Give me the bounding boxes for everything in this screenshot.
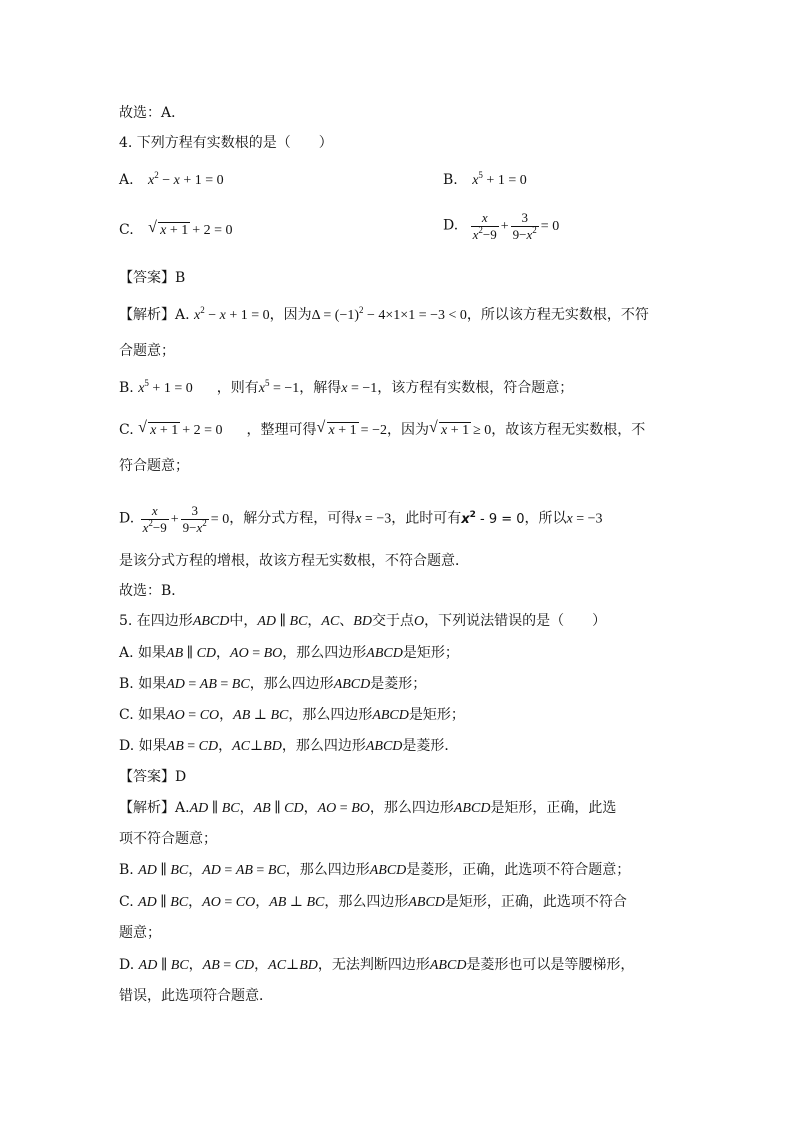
text: ， xyxy=(188,894,203,910)
quad-name: ABCD xyxy=(453,801,491,816)
text: B. 如果 xyxy=(119,676,167,692)
q5-explanation-c-cont: 题意； xyxy=(119,925,161,941)
explanation-tag: C. xyxy=(119,422,134,438)
q4-option-a xyxy=(119,170,224,191)
text: ， xyxy=(239,800,254,816)
q4-explanation-a-cont: 合题意； xyxy=(119,343,175,359)
q5-answer: 【答案】D xyxy=(119,769,187,785)
text: ， xyxy=(255,894,270,910)
text: 是菱形，正确，此选项不符合题意； xyxy=(406,862,631,878)
text: ，解得 xyxy=(299,380,342,396)
q4-option-d xyxy=(443,210,559,243)
q5-explanation-a-cont: 项不符合题意； xyxy=(119,831,217,847)
text: ，故该方程无实数根，不 xyxy=(491,422,646,438)
quad-name: ABCD xyxy=(366,646,403,661)
text: D. 如果 xyxy=(119,738,167,754)
equation-c: √ x + 1 + 2 = 0 xyxy=(148,219,233,238)
text: ，此时可有 xyxy=(391,510,462,527)
text: 是菱形． xyxy=(402,738,459,754)
explanation-tag: B. xyxy=(119,380,134,396)
text: 中， xyxy=(229,613,258,629)
q4-option-c xyxy=(119,220,233,241)
text: C. 如果 xyxy=(119,707,167,723)
q5-explanation-d-cont: 错误，此选项符合题意． xyxy=(119,988,273,1004)
segment: AC xyxy=(321,614,340,629)
q5-option-a xyxy=(119,643,459,664)
x2-minus-9: $x^2 - 9 = 0$ xyxy=(461,509,525,527)
text: ，整理可得 xyxy=(246,422,317,438)
text: ，则有 xyxy=(216,380,259,396)
text: ，那么四边形 xyxy=(282,645,367,661)
q4-final-answer: 故选：B． xyxy=(119,583,186,599)
q5-option-c xyxy=(119,705,465,726)
explanation-tag: 【解析】A. xyxy=(119,307,190,323)
text: ，那么四边形 xyxy=(324,894,409,910)
equation-c-inline: √ x + 1 + 2 = 0 xyxy=(138,419,223,438)
text: A. 如果 xyxy=(119,645,167,661)
x5-value: $x^5 = -1$ xyxy=(258,378,300,396)
relation: AD ∥ BC xyxy=(138,958,189,973)
q5-explanation-d: D. AD ∥ BC，AB = CD，AC⊥BD，无法判断四边形ABCD是菱形也可以是等腰梯形， xyxy=(119,957,635,973)
relation: AC⊥BD xyxy=(232,739,282,754)
equation-d: $\frac{x}{x^2-9}$ + $\frac{3}{9-x^2}$ = 0 xyxy=(472,210,560,242)
q4-explanation-c xyxy=(119,420,645,441)
relation: AO = BO xyxy=(317,801,370,816)
q4-option-b xyxy=(443,170,527,191)
text: ， xyxy=(188,957,203,973)
text: ，因为 xyxy=(386,422,429,438)
sqrt-nonneg: √ x + 1 ≥ 0 xyxy=(428,419,492,438)
equation-b-inline: $x^5 + 1 = 0$ xyxy=(138,378,193,396)
text: 是菱形也可以是等腰梯形， xyxy=(466,957,635,973)
relation: AB = CD xyxy=(166,739,219,754)
sqrt-eq: √ x + 1 = −2 xyxy=(316,419,387,438)
option-label: B. xyxy=(443,172,458,188)
text: 是菱形； xyxy=(370,676,427,692)
text: ，那么四边形 xyxy=(281,738,366,754)
relation: AC⊥BD xyxy=(268,958,318,973)
option-label: D. xyxy=(443,217,459,234)
text: ，那么四边形 xyxy=(288,707,373,723)
text: 5. 在四边形 xyxy=(119,613,193,629)
text: ， xyxy=(188,862,203,878)
text: 是矩形； xyxy=(408,707,465,723)
segment: BD xyxy=(353,614,372,629)
relation: AO = CO xyxy=(202,895,256,910)
x-value: x = −3 xyxy=(566,511,603,527)
relation: AB = CD xyxy=(202,958,255,973)
q4-explanation-d xyxy=(119,503,603,536)
equation-a: $x^2 - x + 1 = 0$ xyxy=(148,170,224,188)
relation: AD = AB = BC xyxy=(166,677,250,692)
q4-explanation-a xyxy=(119,305,649,326)
relation: AO = CO xyxy=(166,708,220,723)
relation: AB ⊥ BC xyxy=(233,708,289,723)
q5-option-d xyxy=(119,736,458,757)
q4-explanation-b xyxy=(119,378,573,399)
relation: AB ∥ CD xyxy=(166,646,217,661)
quad-name: ABCD xyxy=(333,677,371,692)
question-4-stem: 4. 下列方程有实数根的是（ ） xyxy=(119,135,333,151)
q5-explanation-b: B. AD ∥ BC，AD = AB = BC，那么四边形ABCD是菱形，正确，此选项不符合题意； xyxy=(119,862,631,878)
relation: AD ∥ BC xyxy=(257,614,308,629)
text: ，那么四边形 xyxy=(249,676,334,692)
equation-b: $x^5 + 1 = 0$ xyxy=(472,170,527,188)
relation: AO = BO xyxy=(230,646,283,661)
text: ，解分式方程，可得 xyxy=(229,510,356,527)
text: ，那么四边形 xyxy=(369,800,454,816)
text: ， xyxy=(254,957,269,973)
text: ， xyxy=(216,645,231,661)
text: ，所以 xyxy=(524,510,567,527)
x-value: x = −1 xyxy=(341,381,378,396)
explanation-tag: D. xyxy=(119,510,135,527)
q4-explanation-c-cont: 符合题意； xyxy=(119,458,189,474)
discriminant: $\Delta = (-1)^2 - 4\times 1\times 1 = -3 < 0$ xyxy=(311,305,467,323)
quad-name: ABCD xyxy=(365,739,403,754)
text: 是矩形； xyxy=(402,645,459,661)
option-label: A. xyxy=(119,172,134,188)
q5-explanation-a xyxy=(119,798,616,819)
x-value: x = −3 xyxy=(355,511,392,527)
text: ，该方程有实数根，符合题意； xyxy=(377,380,574,396)
relation: AB ⊥ BC xyxy=(269,895,325,910)
text: ，所以该方程无实数根，不符 xyxy=(466,307,649,323)
relation: AD ∥ BC xyxy=(189,801,240,816)
q5-explanation-c: C. AD ∥ BC，AO = CO，AB ⊥ BC，那么四边形ABCD是矩形，正确，此选项不符合 xyxy=(119,894,627,910)
text: ，无法判断四边形 xyxy=(317,957,430,973)
quad-name: ABCD xyxy=(429,958,467,973)
q4-explanation-d-cont: 是该分式方程的增根，故该方程无实数根，不符合题意． xyxy=(119,553,469,569)
q4-answer: 【答案】B xyxy=(119,270,186,286)
text: 、 xyxy=(339,613,354,629)
point: O xyxy=(413,614,425,629)
text: ， xyxy=(307,613,322,629)
option-label: C. xyxy=(119,222,134,238)
relation: AD = AB = BC xyxy=(202,863,286,878)
explanation-tag: 【解析】A. xyxy=(119,800,190,816)
text: ，下列说法错误的是（ ） xyxy=(424,613,607,629)
prev-answer-choice: 故选：A． xyxy=(119,105,186,121)
question-5-stem xyxy=(119,611,606,632)
text: ， xyxy=(218,738,233,754)
equation-d-inline: $\frac{x}{x^2-9}$ + $\frac{3}{9-x^2}$ = 0 xyxy=(142,503,230,535)
text: 是矩形，正确，此选 xyxy=(490,800,617,816)
relation: AB ∥ CD xyxy=(253,801,304,816)
text: ，因为 xyxy=(269,307,312,323)
relation: AD ∥ BC xyxy=(138,895,189,910)
text: 是矩形，正确，此选项不符合 xyxy=(444,894,627,910)
quad-name: ABCD xyxy=(372,708,409,723)
text: ， xyxy=(303,800,318,816)
relation: AD ∥ BC xyxy=(138,863,189,878)
text: ，那么四边形 xyxy=(285,862,370,878)
quad-name: ABCD xyxy=(369,863,407,878)
text: ， xyxy=(219,707,234,723)
q5-option-b xyxy=(119,674,426,695)
quad-name: ABCD xyxy=(408,895,445,910)
quad-name: ABCD xyxy=(192,614,230,629)
equation-a-inline: $x^2 - x + 1 = 0$ xyxy=(194,305,270,323)
text: 交于点 xyxy=(371,613,414,629)
